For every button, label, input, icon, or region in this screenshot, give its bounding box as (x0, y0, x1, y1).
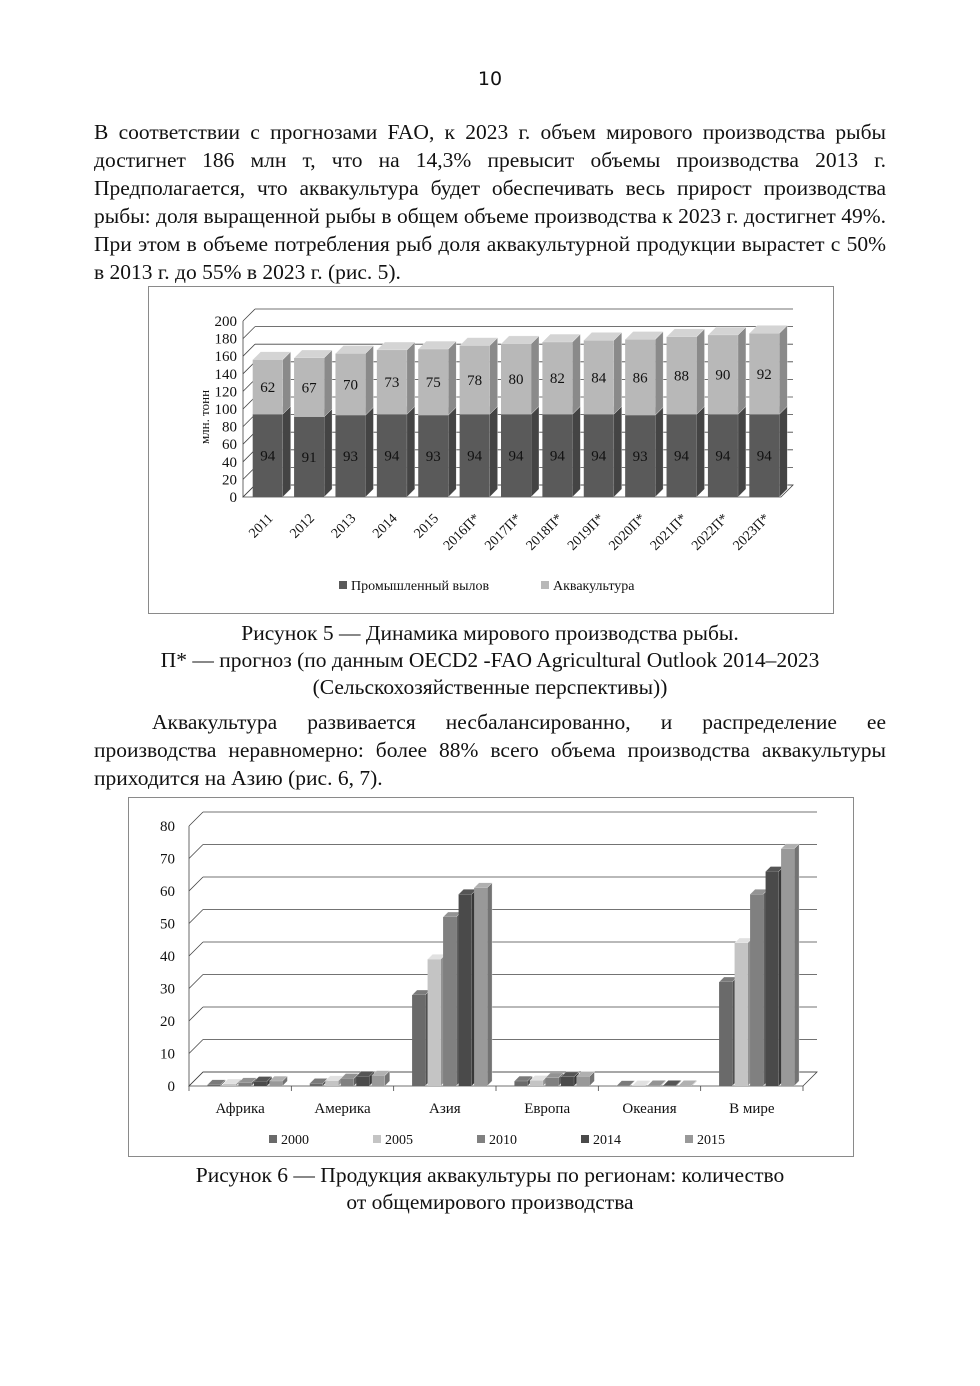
x-tick-label: 2021П* (647, 511, 691, 554)
legend-swatch-2015 (685, 1135, 693, 1143)
data-label-aquaculture: 84 (591, 370, 607, 387)
y-tick-label: 180 (214, 331, 237, 348)
page-number: 10 (477, 68, 503, 90)
data-label-wild-catch: 94 (467, 448, 483, 465)
y-tick-label: 160 (214, 349, 237, 366)
y-tick-label: 80 (160, 819, 175, 835)
data-label-aquaculture: 73 (384, 375, 400, 392)
data-label-aquaculture: 92 (756, 366, 772, 383)
bar-2014 (459, 889, 477, 1086)
figure-5-chart-frame (148, 286, 834, 614)
figure-5-caption-line-1: Рисунок 5 — Динамика мирового производства рыбы. (241, 621, 739, 645)
y-gridline-side (243, 309, 255, 321)
y-tick-label: 200 (214, 314, 237, 330)
data-label-aquaculture: 62 (260, 380, 276, 396)
legend-label-wild-catch: Промышленный вылов (351, 579, 490, 594)
data-label-wild-catch: 93 (632, 449, 648, 466)
bar-2000 (719, 977, 737, 1086)
bar-2000 (617, 1081, 635, 1086)
data-label-wild-catch: 94 (260, 448, 276, 465)
legend-swatch-wild-catch (339, 581, 347, 589)
y-tick-label: 140 (214, 366, 237, 383)
x-tick-label: Америка (314, 1101, 371, 1117)
x-tick-label: 2019П* (565, 511, 608, 554)
y-gridline-side (189, 812, 203, 826)
y-tick-label: 0 (229, 490, 237, 506)
bar-2015 (781, 844, 799, 1086)
data-label-wild-catch: 94 (384, 448, 400, 465)
figure-5-chart (149, 287, 833, 613)
data-label-wild-catch: 93 (342, 449, 358, 466)
y-gridline-side (189, 975, 203, 989)
y-gridline-side (189, 877, 203, 891)
paragraph-1: В соответствии с прогнозами FAO, к 2023 г. объем мирового производства рыбы достигнет 186 млн т, что на 14,3% превысит объемы производства 2013 г. Предполагается, что аквакультура будет обеспечивать весь прирост производства рыбы: доля выращенной рыбы в общем объеме производства к 2023 г. достигнет 49%. При этом в объеме потребления рыб доля аквакультурной продукции вырастет с 50% в 2013 г. до 55% в 2023 г. (рис. 5). (94, 120, 886, 284)
data-label-wild-catch: 93 (425, 449, 441, 466)
y-tick-label: 40 (222, 454, 237, 471)
data-label-aquaculture: 67 (301, 380, 317, 397)
figure-6-caption (0, 1162, 980, 1216)
figure-6-caption-line-2: от общемирового производства (346, 1190, 634, 1214)
data-label-wild-catch: 94 (756, 448, 772, 465)
x-tick-label: 2016П* (440, 511, 484, 554)
x-tick-label: 2015 (411, 511, 443, 542)
x-tick-label: 2023П* (730, 511, 774, 554)
bar-2014 (356, 1071, 374, 1086)
data-label-aquaculture: 70 (342, 377, 358, 394)
bar-2005 (530, 1075, 548, 1086)
y-tick-label: 40 (160, 949, 175, 965)
x-tick-label: В мире (729, 1101, 775, 1117)
bar-2005 (632, 1081, 650, 1086)
x-tick-label: 2022П* (689, 511, 732, 554)
bar-2000 (310, 1078, 328, 1086)
legend-label-2005: 2005 (385, 1133, 413, 1148)
x-tick-label: 2011 (246, 511, 277, 542)
x-tick-label: 2018П* (523, 511, 567, 554)
data-label-aquaculture: 88 (674, 368, 690, 385)
data-label-wild-catch: 94 (508, 448, 524, 465)
y-gridline-side (189, 1040, 203, 1054)
legend-label-2014: 2014 (593, 1133, 621, 1148)
y-gridline-side (189, 942, 203, 956)
x-tick-label: 2020П* (606, 511, 649, 554)
bar-2005 (428, 954, 446, 1086)
data-label-wild-catch: 94 (549, 448, 565, 465)
x-tick-label: 2017П* (482, 511, 525, 554)
bar-2010 (750, 889, 768, 1086)
bar-2015 (372, 1071, 390, 1086)
figure-5-caption-line-3: (Сельскохозяйственные перспективы)) (312, 675, 668, 699)
y-tick-label: 100 (214, 402, 237, 418)
y-tick-label: 30 (160, 981, 175, 998)
data-label-wild-catch: 91 (301, 449, 317, 466)
y-axis-label: млн. тонн (197, 389, 212, 445)
legend-label-aquaculture: Аквакультура (553, 579, 635, 594)
figure-5-caption (0, 620, 980, 701)
bar-2014 (561, 1072, 579, 1086)
data-label-aquaculture: 90 (715, 367, 731, 384)
bar-2015 (474, 883, 492, 1086)
bar-2005 (735, 938, 753, 1086)
bar-2010 (648, 1080, 666, 1086)
figure-6-chart (129, 798, 853, 1156)
bar-2010 (341, 1074, 359, 1086)
bar-2015 (679, 1080, 697, 1086)
x-tick-label: Африка (215, 1101, 265, 1117)
data-label-wild-catch: 94 (591, 448, 607, 465)
y-tick-label: 10 (160, 1046, 175, 1063)
y-gridline-side (189, 910, 203, 924)
bar-2000 (412, 990, 430, 1086)
data-label-aquaculture: 78 (467, 372, 483, 389)
data-label-wild-catch: 94 (674, 448, 690, 465)
bar-2015 (269, 1076, 287, 1086)
paragraph-2: Аквакультура развивается несбалансированно, и распределение ее производства неравномерно: более 88% всего объема производства аквакультуры приходится на Азию (рис. 6, 7). (94, 710, 886, 790)
legend-label-2010: 2010 (489, 1133, 517, 1148)
bar-2014 (663, 1080, 681, 1086)
bar-2014 (766, 867, 784, 1087)
data-label-aquaculture: 86 (632, 370, 648, 387)
y-gridline-side (243, 327, 255, 339)
y-tick-label: 70 (160, 851, 175, 868)
bar-2000 (514, 1076, 532, 1086)
x-tick-label: Азия (428, 1101, 461, 1117)
y-gridline-side (189, 845, 203, 859)
bar-2005 (325, 1076, 343, 1086)
y-tick-label: 60 (222, 437, 237, 454)
legend-label-2000: 2000 (281, 1133, 309, 1148)
figure-6-chart-frame (128, 797, 854, 1157)
data-label-aquaculture: 75 (425, 375, 441, 392)
x-tick-label: 2013 (328, 511, 360, 542)
y-tick-label: 20 (222, 472, 237, 489)
bar-2000 (207, 1080, 225, 1086)
x-tick-label: Европа (524, 1101, 571, 1117)
y-tick-label: 20 (160, 1014, 175, 1030)
x-tick-label: 2014 (370, 511, 401, 542)
y-tick-label: 60 (160, 884, 175, 900)
x-tick-label: Океания (622, 1101, 677, 1117)
data-label-wild-catch: 94 (715, 448, 731, 465)
figure-6-caption-line-1: Рисунок 6 — Продукция аквакультуры по регионам: количество (195, 1163, 785, 1187)
y-tick-label: 120 (214, 384, 237, 401)
legend-swatch-2000 (269, 1135, 277, 1143)
bar-2015 (576, 1072, 594, 1086)
legend-swatch-aquaculture (541, 581, 549, 589)
legend-swatch-2005 (373, 1135, 381, 1143)
y-tick-label: 80 (222, 419, 237, 436)
figure-5-caption-line-2: П* — прогноз (по данным OECD2 -FAO Agricultural Outlook 2014–2023 (160, 648, 820, 672)
bar-2005 (223, 1079, 241, 1086)
data-label-aquaculture: 82 (549, 371, 565, 388)
legend-swatch-2010 (477, 1135, 485, 1143)
x-tick-label: 2012 (287, 511, 318, 542)
y-tick-label: 50 (160, 916, 175, 933)
bar-2010 (443, 912, 461, 1086)
y-tick-label: 0 (167, 1079, 175, 1095)
y-gridline-side (189, 1007, 203, 1021)
legend-label-2015: 2015 (697, 1133, 725, 1148)
bar-2010 (545, 1073, 563, 1086)
legend-swatch-2014 (581, 1135, 589, 1143)
y-gridline-side (243, 344, 255, 356)
data-label-aquaculture: 80 (508, 372, 524, 389)
